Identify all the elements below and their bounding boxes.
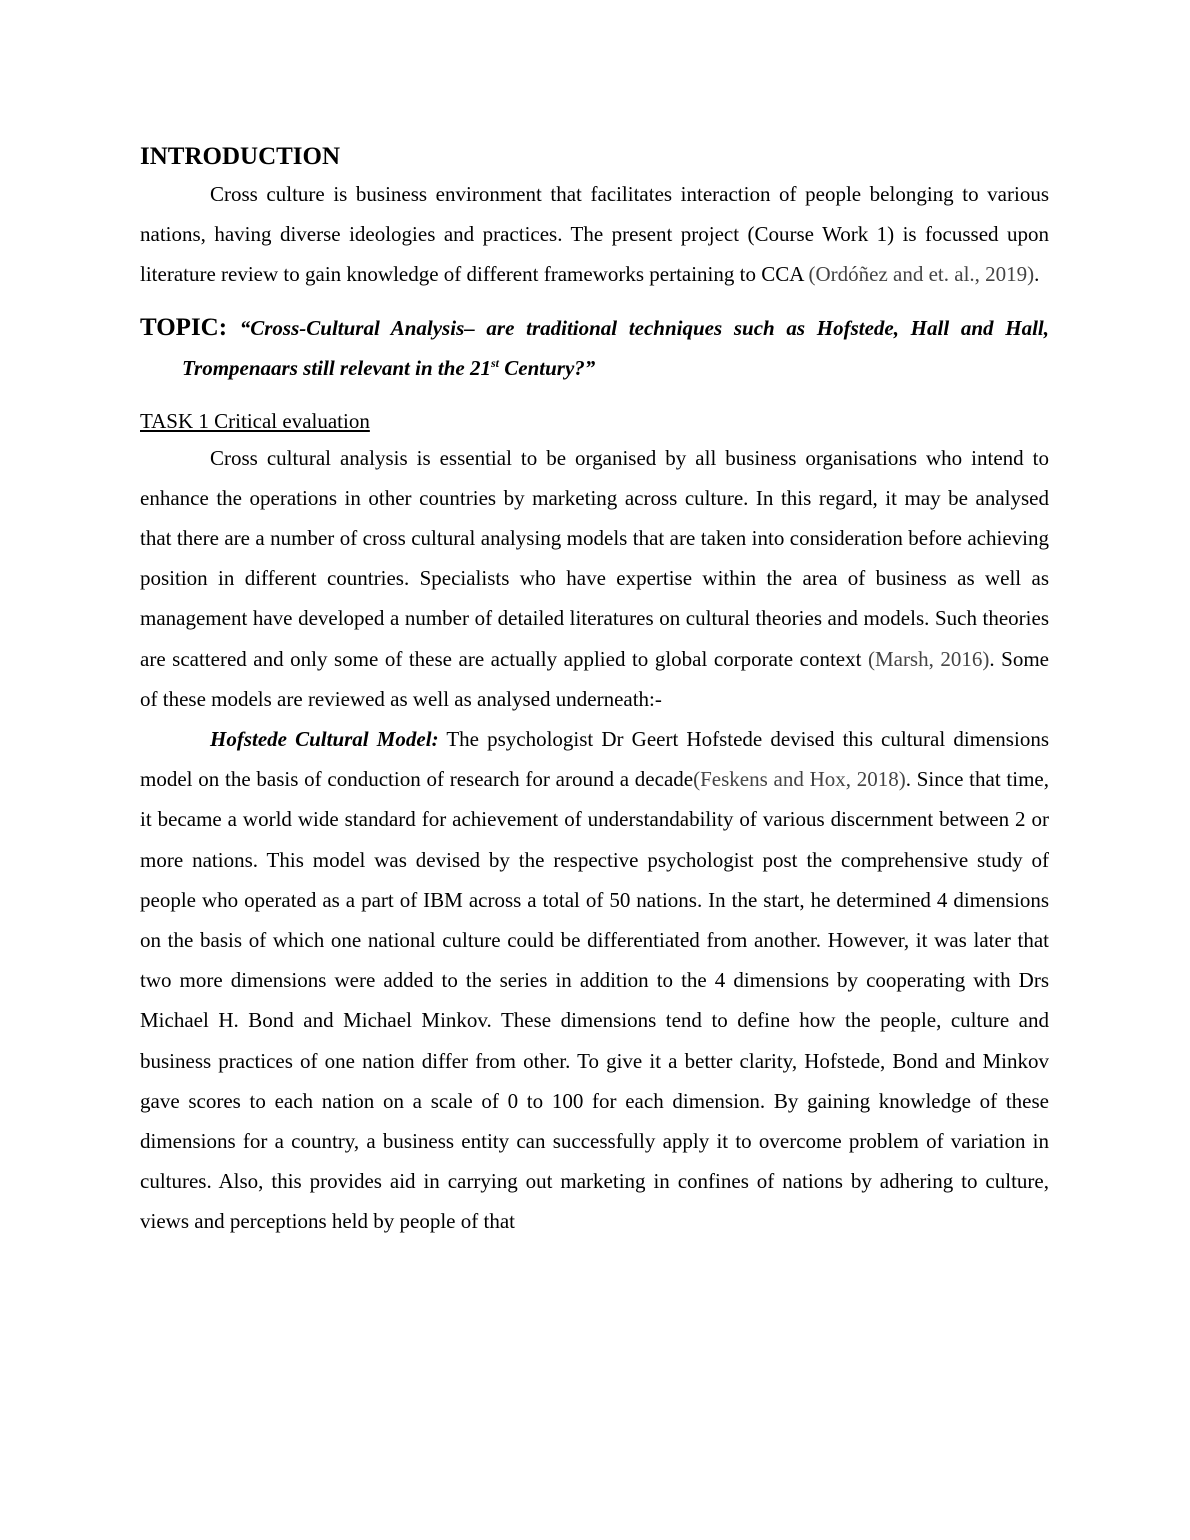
hofstede-text: The psychologist Dr Geert Hofstede devised this cultural dimensions model on the basis of conduction of research for around a decade [140,727,1049,792]
introduction-text: Cross culture is business environment that facilitates interaction of people belonging to various nations, having diverse ideologies and practices. The present project (Course Work 1) is focussed upon literature review to gain knowledge of different frameworks pertaining to CCA [140,182,1049,287]
task1-paragraph-text: Cross cultural analysis is essential to be organised by all business organisations who intend to enhance the operations in other countries by marketing across culture. In this regard, it may be analysed that there are a number of cross cultural analysing models that are taken into consideration before achieving position in different countries. Specialists who have expertise within the area of business as well as management have developed a number of detailed literatures on cultural theories and models. Such theories are scattered and only some of these are actually applied to global corporate context [140,445,1049,671]
topic-paragraph [140,308,1049,389]
topic-superscript: st [491,356,500,371]
citation-feskens-hox: (Feskens and Hox, 2018) [693,767,906,792]
introduction-heading: INTRODUCTION [140,143,341,170]
topic-label: TOPIC: [140,313,240,341]
hofstede-text-end: . Since that time, it became a world wide standard for achievement of understandability of various discernment between 2 or more nations. This model was devised by the respective psychologist post the comprehensive study of people who operated as a part of IBM across a total of 50 nations. In the start, he determined 4 dimensions on the basis of which one national culture could be differentiated from another. However, it was later that two more dimensions were added to the series in addition to the 4 dimensions by cooperating with Drs Michael H. Bond and Michael Minkov. These dimensions tend to define how the people, culture and business practices of one nation differ from other. To give it a better clarity, Hofstede, Bond and Minkov gave scores to each nation on a scale of 0 to 100 for each dimension. By gaining knowledge of these dimensions for a country, a business entity can successfully apply it to overcome problem of variation in cultures. Also, this provides aid in carrying out marketing in confines of nations by adhering to culture, views and perceptions held by people of that [140,767,1049,1234]
task1-paragraph [140,438,1049,719]
hofstede-title: Hofstede Cultural Model: [210,727,439,752]
citation-marsh: (Marsh, 2016) [867,646,990,671]
introduction-text-end: . [1034,262,1040,287]
topic-question-part-a: “Cross-Cultural Analysis– are traditional techniques such as Hofstede, Hall and Hall, Trompenaars still relevant in the 21 [182,315,1049,381]
hofstede-paragraph [140,719,1049,1242]
introduction-paragraph [140,174,1049,295]
topic-question-part-b: Century?” [499,356,596,381]
page-content [140,140,1049,1242]
task1-paragraph-text-end: . Some of these models are reviewed as well as analysed underneath:- [140,646,1049,711]
task1-heading: TASK 1 Critical evaluation [140,408,370,433]
topic-question [182,316,1049,381]
citation-ordonez: (Ordóñez and et. al., 2019) [808,262,1035,287]
